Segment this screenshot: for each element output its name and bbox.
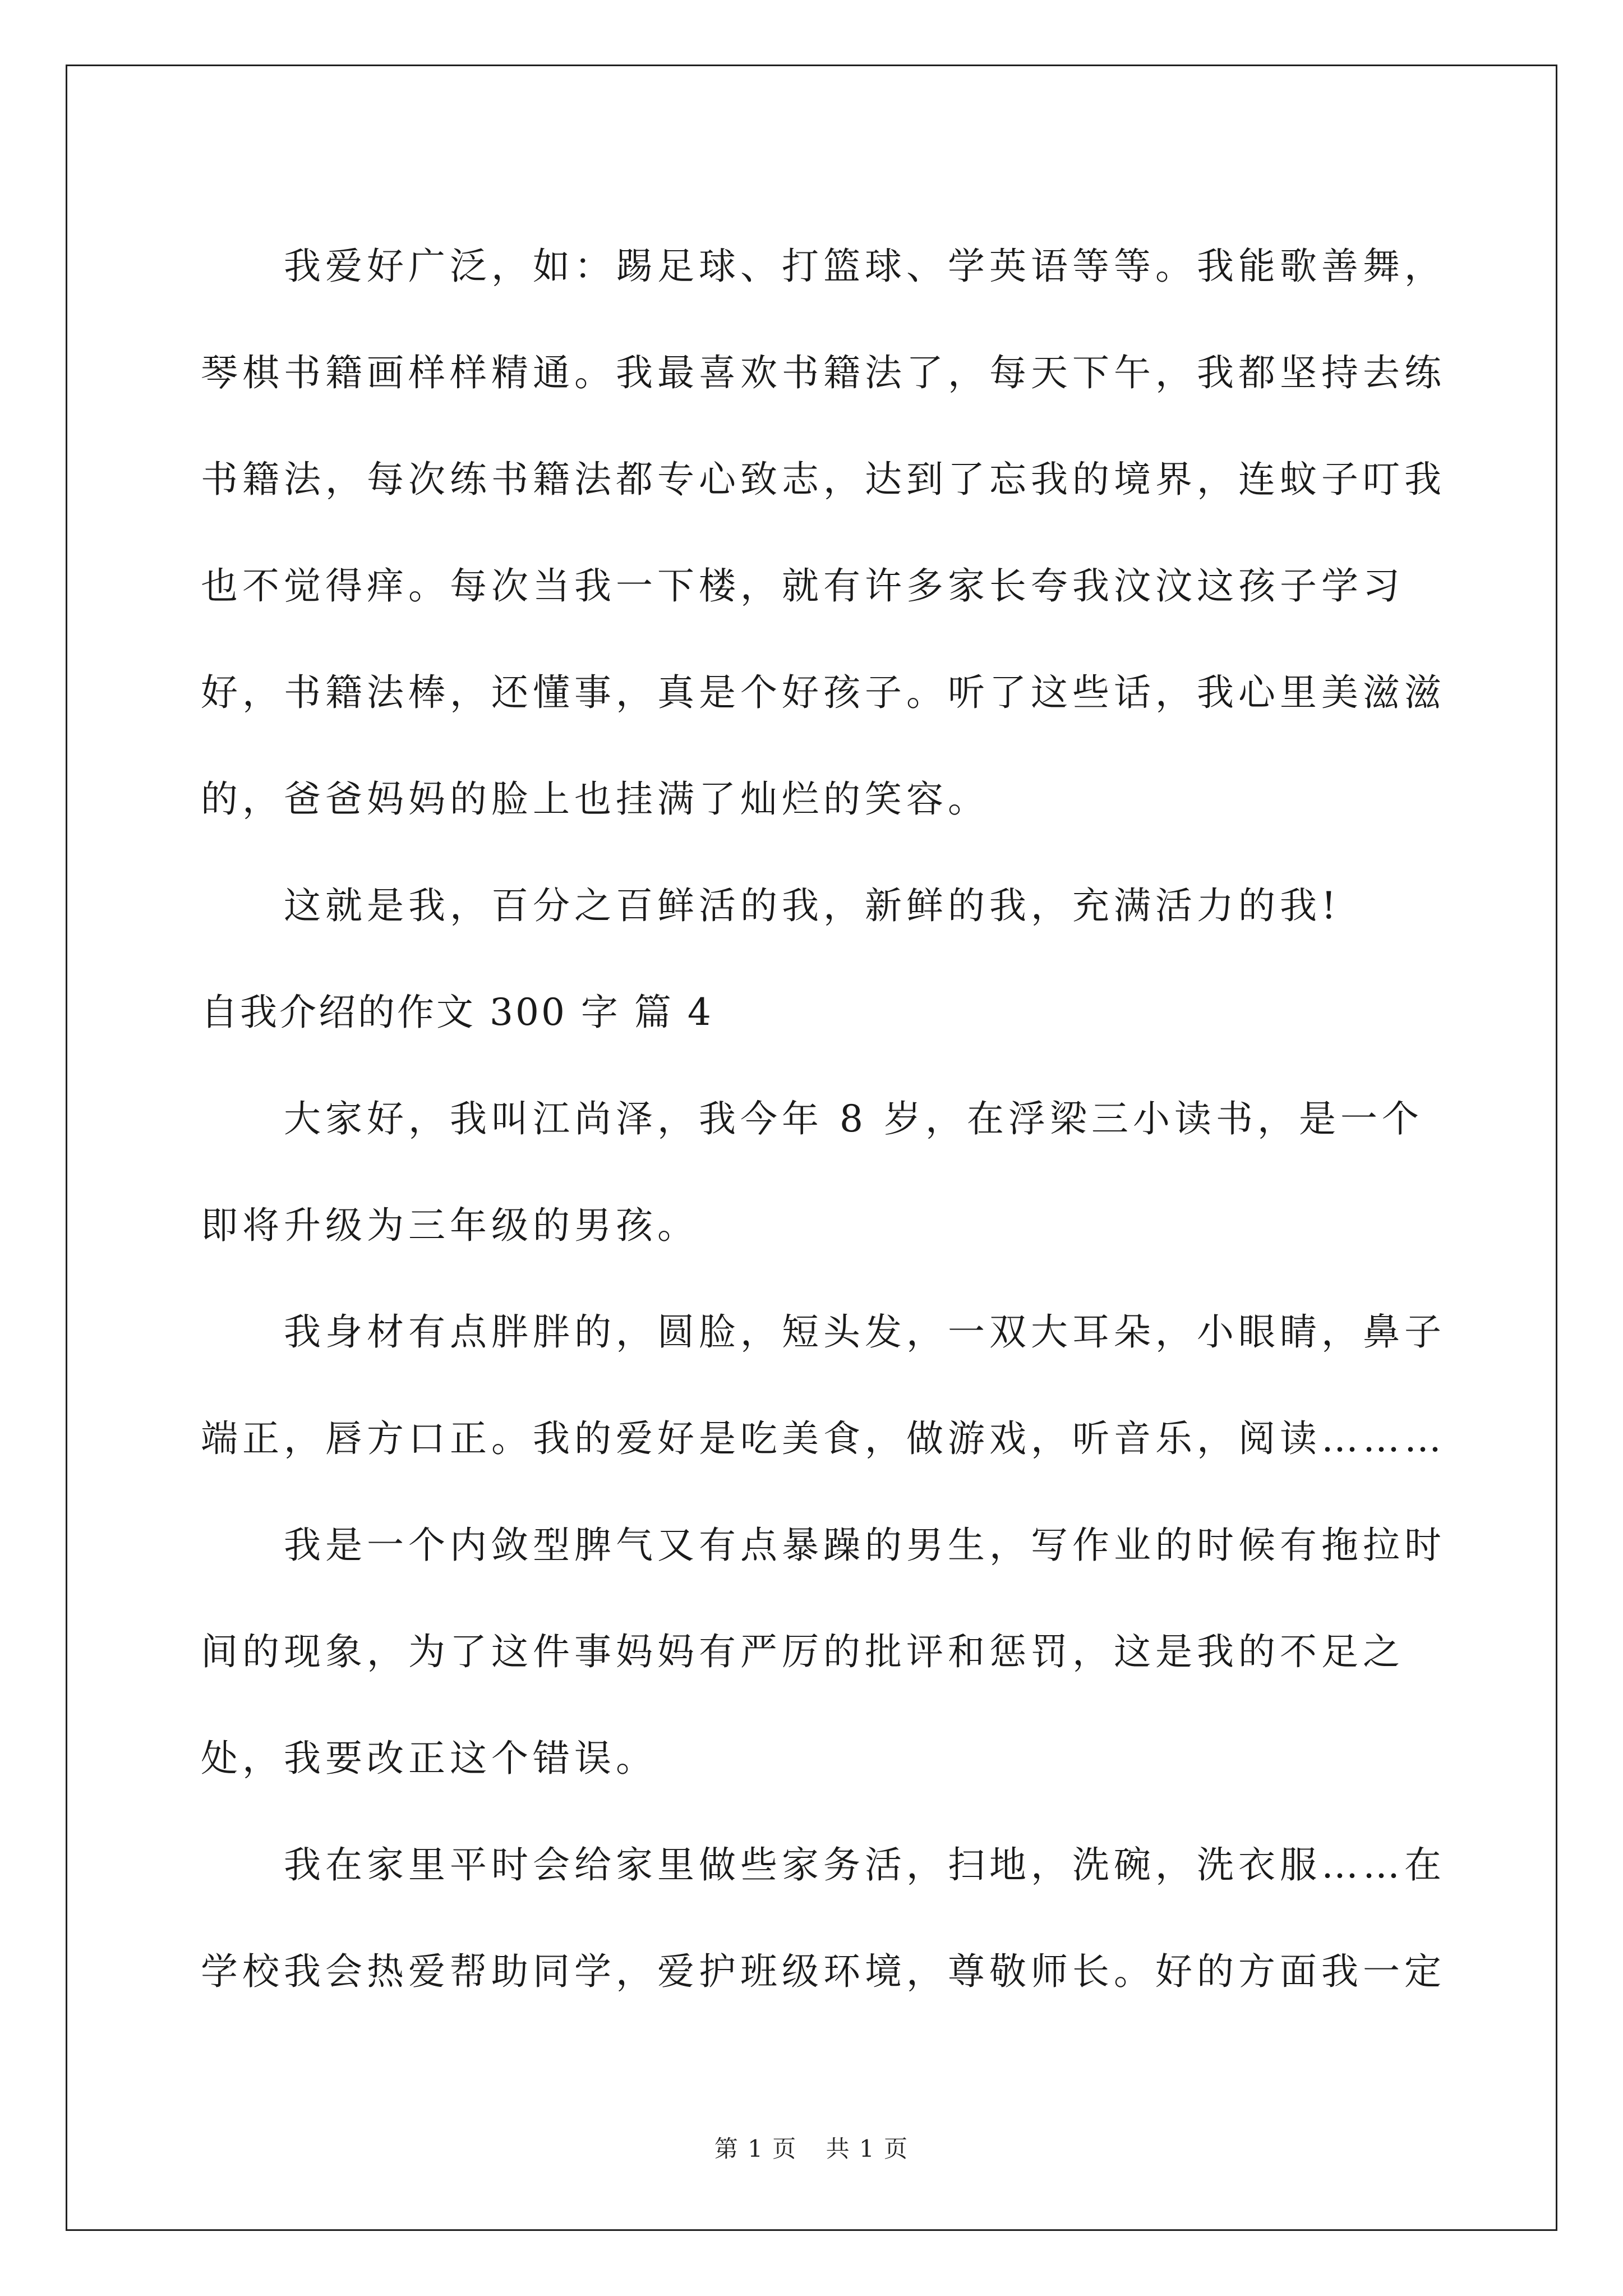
document-body (201, 213, 1457, 2025)
page-total: 共 1 页 (826, 2135, 909, 2162)
paragraph: 这就是我，百分之百鲜活的我，新鲜的我，充满活力的我! (284, 884, 1341, 927)
page-number: 第 1 页 (714, 2135, 797, 2162)
paragraph: 我是一个内敛型脾气又有点暴躁的男生，写作业的时候有拖拉时间的现象，为了这件事妈妈有严厉的批评和惩罚，这是我的不足之处，我要改正这个错误。 (201, 1524, 1446, 1780)
paragraph: 大家好，我叫江尚泽，我今年 8 岁，在浮梁三小读书，是一个即将升级为三年级的男孩。 (201, 1097, 1423, 1247)
page-footer (0, 2131, 1623, 2164)
paragraph: 我爱好广泛，如：踢足球、打篮球、学英语等等。我能歌善舞，琴棋书籍画样样精通。我最喜欢书籍法了，每天下午，我都坚持去练书籍法，每次练书籍法都专心致志，达到了忘我的境界，连蚊子叮我也不觉得痒。每次当我一下楼，就有许多家长夸我汶汶这孩子学习好，书籍法棒，还懂事，真是个好孩子。听了这些话，我心里美滋滋的，爸爸妈妈的脸上也挂满了灿烂的笑容。 (201, 245, 1446, 821)
section-heading: 自我介绍的作文 300 字 篇 4 (201, 991, 713, 1034)
paragraph: 我在家里平时会给家里做些家务活，扫地，洗碗，洗衣服……在学校我会热爱帮助同学，爱护班级环境，尊敬师长。好的方面我一定 (201, 1843, 1446, 1993)
paragraph: 我身材有点胖胖的，圆脸，短头发，一双大耳朵，小眼睛，鼻子端正，唇方口正。我的爱好是吃美食，做游戏，听音乐，阅读……… (201, 1310, 1446, 1460)
